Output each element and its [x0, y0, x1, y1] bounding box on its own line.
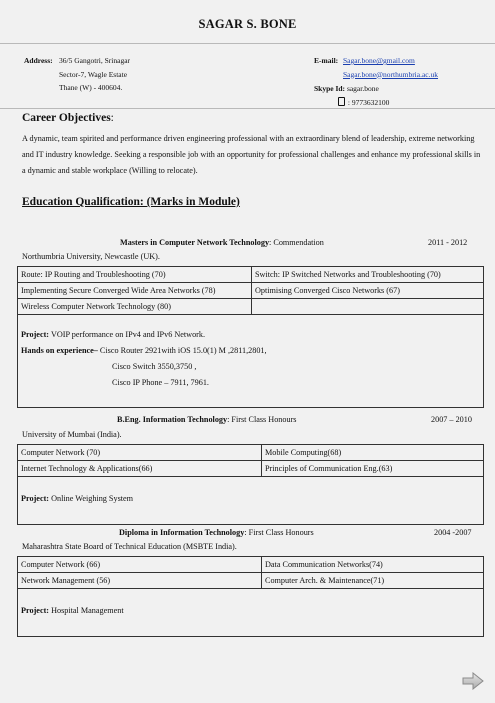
institution: University of Mumbai (India).: [22, 430, 122, 439]
module-cell: Route: IP Routing and Troubleshooting (70): [18, 267, 252, 283]
header-divider: [0, 43, 495, 44]
table-row: [18, 461, 484, 477]
module-cell: Computer Arch. & Maintenance(71): [262, 573, 484, 589]
email-link-gmail[interactable]: Sagar.bone@gmail.com: [343, 56, 415, 65]
module-cell: Network Management (56): [18, 573, 262, 589]
degree-title: B.Eng. Information Technology: First Class Honours: [117, 415, 297, 424]
table-row: [18, 315, 484, 408]
modules-table: [17, 556, 484, 637]
contact-divider: [0, 108, 495, 109]
education-heading: Education Qualification: (Marks in Module): [22, 196, 240, 208]
project-line: Project: Online Weighing System: [21, 494, 134, 503]
skype-label: Skype Id:: [314, 84, 346, 93]
project-cell: [18, 477, 484, 525]
table-row: [18, 477, 484, 525]
address-line: Sector-7, Wagle Estate: [59, 69, 128, 79]
institution: Maharashtra State Board of Technical Education (MSBTE India).: [22, 542, 237, 551]
module-cell: Implementing Secure Converged Wide Area Networks (78): [18, 283, 252, 299]
table-row: [18, 445, 484, 461]
degree-years: 2007 – 2010: [431, 415, 472, 424]
address-block: [24, 54, 53, 68]
next-page-arrow-icon[interactable]: [461, 672, 485, 690]
degree-years: 2011 - 2012: [428, 238, 468, 247]
table-row: [18, 299, 484, 315]
table-row: [18, 573, 484, 589]
skype-row: [314, 82, 379, 96]
email-label: E-mail:: [314, 56, 339, 65]
career-heading: Career Objectives:: [22, 112, 114, 124]
modules-table: [17, 444, 484, 525]
project-line: Project: Hospital Management: [21, 606, 124, 615]
table-row: [18, 267, 484, 283]
skype-id: sagar.bone: [346, 84, 379, 93]
degree-title: Masters in Computer Network Technology: Commendation: [120, 238, 324, 247]
table-row: [18, 283, 484, 299]
address-label: Address:: [24, 56, 53, 65]
module-cell: Mobile Computing(68): [262, 445, 484, 461]
address-line: Thane (W) - 400604.: [59, 83, 123, 92]
degree-years: 2004 -2007: [434, 528, 472, 537]
module-cell: Computer Network (66): [18, 557, 262, 573]
module-cell: Optimising Converged Cisco Networks (67): [252, 283, 484, 299]
email-block: [314, 54, 338, 68]
institution: Northumbria University, Newcastle (UK).: [22, 252, 160, 261]
module-cell: Switch: IP Switched Networks and Troubleshooting (70): [252, 267, 484, 283]
module-cell: Internet Technology & Applications(66): [18, 461, 262, 477]
modules-table: [17, 266, 484, 408]
email-link-university[interactable]: Sagar.bone@northumbria.ac.uk: [343, 69, 439, 79]
module-cell: [252, 299, 484, 315]
candidate-name: SAGAR S. BONE: [198, 17, 297, 31]
module-cell: Wireless Computer Network Technology (80): [18, 299, 252, 315]
hands-on-line: Hands on experience– Cisco Router 2921with iOS 15.0(1) M ,2811,2801,: [21, 346, 267, 355]
project-cell: [18, 589, 484, 637]
phone-number: : 9773632100: [347, 98, 390, 107]
table-row: [18, 557, 484, 573]
table-row: [18, 589, 484, 637]
degree-title: Diploma in Information Technology: First Class Honours: [119, 528, 314, 537]
address-line: 36/5 Gangotri, Srinagar: [59, 56, 131, 65]
project-cell: [18, 315, 484, 408]
hands-on-line: Cisco IP Phone – 7911, 7961.: [112, 378, 209, 387]
project-line: Project: VOIP performance on IPv4 and IPv6 Network.: [21, 330, 206, 339]
email-list: [343, 54, 438, 81]
career-objective-text: A dynamic, team spirited and performance driven engineering professional with an extraordinary blend of leadership, extreme networking and IT industry knowledge. Seeking a responsible job with an opportunity for professional challenges and enhance my professional skills in a dynamic and stable workplace (Willing to relocate).: [22, 134, 481, 175]
hands-on-line: Cisco Switch 3550,3750 ,: [112, 362, 197, 371]
module-cell: Computer Network (70): [18, 445, 262, 461]
module-cell: Data Communication Networks(74): [262, 557, 484, 573]
address-lines: [59, 54, 130, 95]
module-cell: Principles of Communication Eng.(63): [262, 461, 484, 477]
phone-icon: [338, 97, 345, 106]
